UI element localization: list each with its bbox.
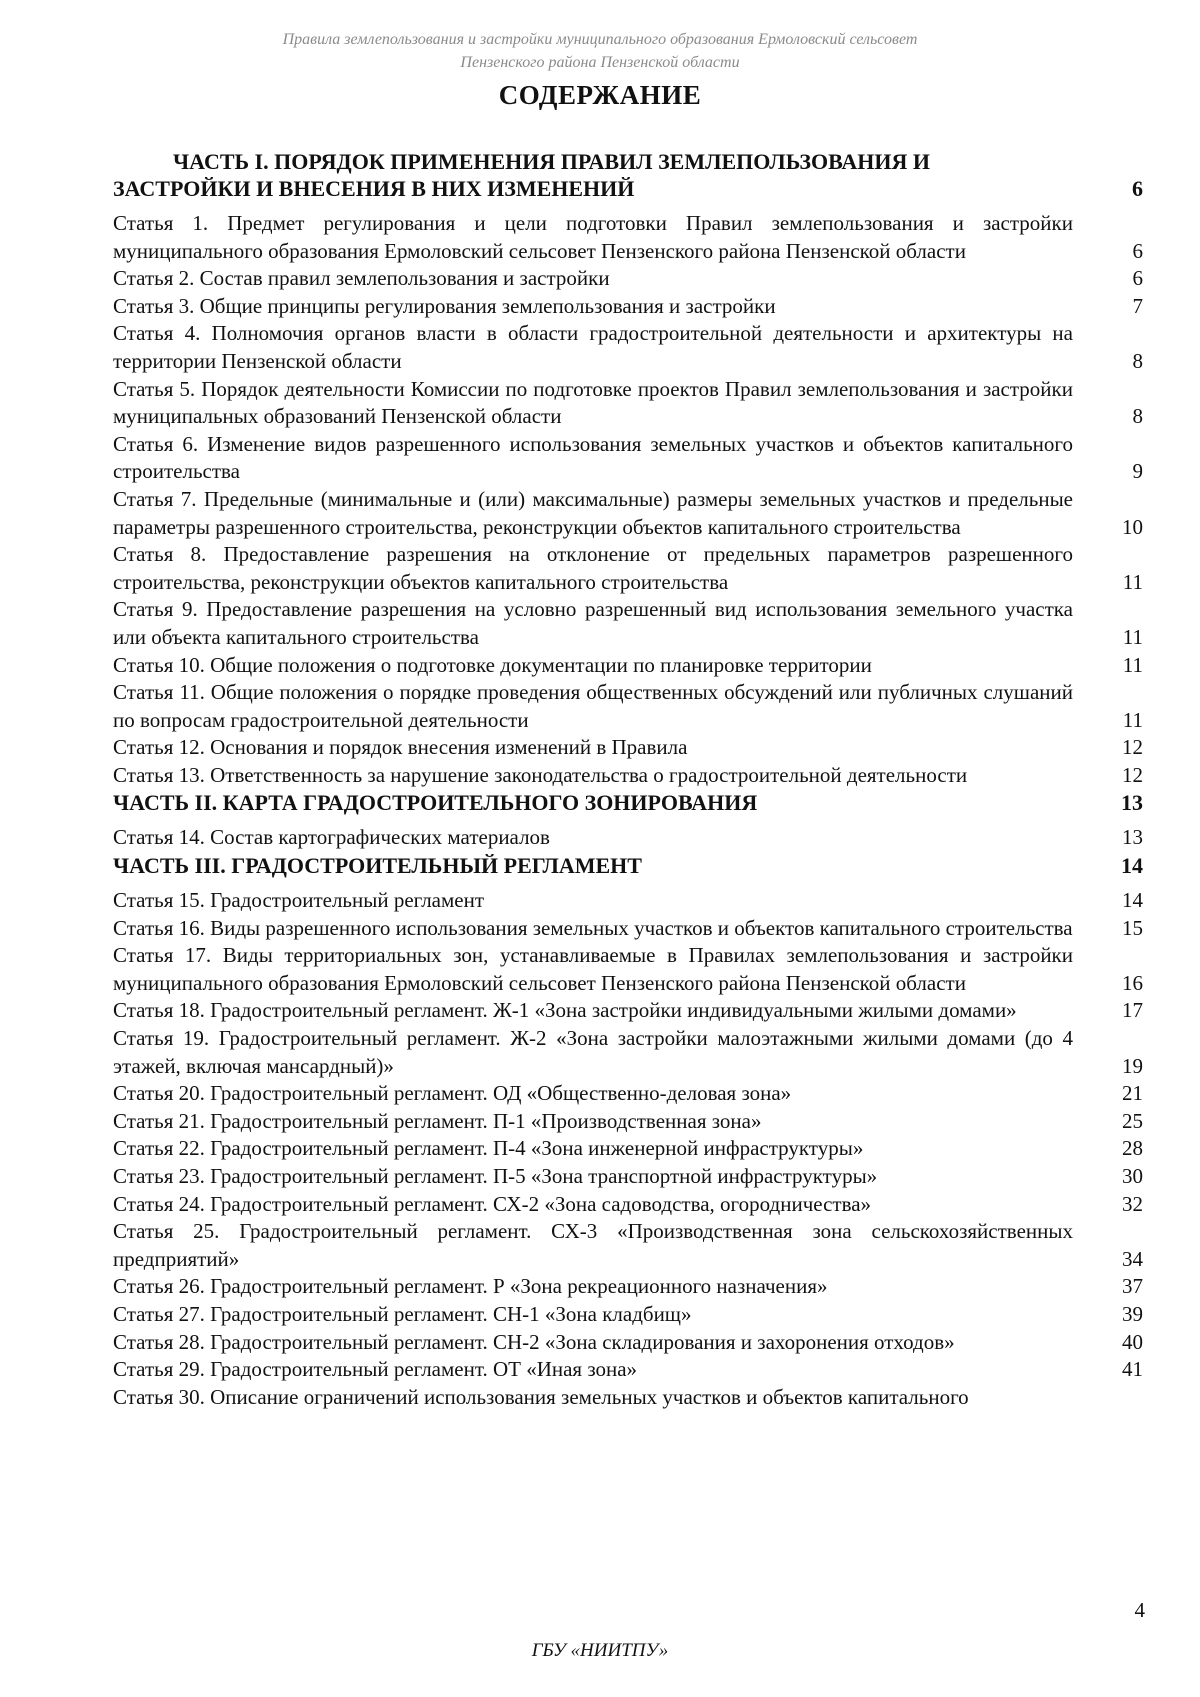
toc-page-number: 11 [1122, 624, 1143, 649]
toc-entry-title: Статья 21. Градостроительный регламент. П-1 «Производственная зона» [113, 1108, 762, 1133]
toc-page-number: 11 [1122, 707, 1143, 732]
toc-page-number: 28 [1122, 1136, 1143, 1161]
toc-part-heading [113, 789, 1143, 816]
toc-entry-title: Статья 9. Предоставление разрешения на условно разрешенный вид использования земельного участка или объекта капитального строительства [113, 597, 1073, 649]
toc-part-heading [113, 852, 1143, 879]
toc-entry [113, 486, 1143, 541]
toc-page-number: 40 [1122, 1329, 1143, 1354]
toc-entry [113, 320, 1143, 375]
footer-organization: ГБУ «НИИТПУ» [531, 1640, 669, 1661]
toc-page-number: 9 [1132, 459, 1143, 484]
toc-entry [113, 1329, 1143, 1357]
toc-entry-title: Статья 14. Состав картографических материалов [113, 825, 550, 850]
toc-page-number: 13 [1121, 790, 1143, 816]
table-of-contents [113, 148, 1143, 1411]
toc-page-number: 19 [1122, 1053, 1143, 1078]
toc-page-number: 15 [1122, 915, 1143, 940]
toc-page-number: 6 [1132, 176, 1143, 201]
toc-entry [113, 942, 1143, 997]
toc-entry-title: Статья 13. Ответственность за нарушение законодательства о градостроительной деятельности [113, 762, 968, 787]
toc-page-number: 6 [1132, 238, 1143, 263]
toc-page-number: 39 [1122, 1301, 1143, 1326]
toc-page-number: 8 [1132, 348, 1143, 373]
toc-entry-title: Статья 23. Градостроительный регламент. П-5 «Зона транспортной инфраструктуры» [113, 1164, 878, 1188]
toc-page-number: 14 [1122, 888, 1143, 913]
toc-entry-title: Статья 18. Градостроительный регламент. Ж-1 «Зона застройки индивидуальными жилыми домами» [113, 998, 1017, 1023]
toc-entry-title: Статья 6. Изменение видов разрешенного использования земельных участков и объектов капитального строительства [113, 431, 1073, 484]
toc-page-number: 6 [1132, 266, 1143, 291]
toc-entry-title: Статья 5. Порядок деятельности Комиссии по подготовке проектов Правил землепользования и застройки муниципальных образований Пензенской области [113, 376, 1073, 429]
toc-entry [113, 1273, 1143, 1301]
toc-entry-title: Статья 26. Градостроительный регламент. Р «Зона рекреационного назначения» [113, 1274, 828, 1299]
toc-page-number: 30 [1122, 1164, 1143, 1188]
toc-entry [113, 1025, 1143, 1080]
toc-page-number: 37 [1122, 1274, 1143, 1299]
toc-entry-title: Статья 10. Общие положения о подготовке документации по планировке территории [113, 652, 872, 677]
toc-entry-title: Статья 24. Градостроительный регламент. СХ-2 «Зона садоводства, огородничества» [113, 1191, 872, 1216]
toc-part-heading [113, 148, 1143, 202]
toc-page-number: 34 [1122, 1246, 1143, 1271]
toc-part-title: ЧАСТЬ I. ПОРЯДОК ПРИМЕНЕНИЯ ПРАВИЛ ЗЕМЛЕПОЛЬЗОВАНИЯ И ЗАСТРОЙКИ И ВНЕСЕНИЯ В НИХ ИЗМЕНЕНИЙ [113, 149, 931, 201]
toc-entry-title: Статья 17. Виды территориальных зон, устанавливаемые в Правилах землепользования и застройки муниципального образования Ермоловский сельсовет Пензенского района Пензенской области [113, 943, 1073, 995]
toc-entry [113, 265, 1143, 293]
toc-entry [113, 652, 1143, 680]
toc-entry-title: Статья 20. Градостроительный регламент. ОД «Общественно-деловая зона» [113, 1081, 792, 1106]
toc-entry [113, 887, 1143, 915]
toc-entry-title: Статья 7. Предельные (минимальные и (или) максимальные) размеры земельных участков и предельные параметры разрешенного строительства, реконструкции объектов капитального строительства [113, 486, 1073, 539]
toc-page-number: 16 [1122, 970, 1143, 995]
toc-page-number: 11 [1122, 652, 1143, 677]
toc-entry [113, 1108, 1143, 1136]
toc-entry-title: Статья 1. Предмет регулирования и цели подготовки Правил землепользования и застройки муниципального образования Ермоловский сельсовет Пензенского района Пензенской области [113, 211, 1073, 263]
toc-page-number: 12 [1122, 735, 1143, 760]
toc-page-number: 14 [1121, 853, 1143, 879]
page-number: 4 [1134, 1598, 1145, 1622]
toc-page-number: 7 [1132, 293, 1143, 318]
toc-page-number: 21 [1122, 1081, 1143, 1106]
toc-entry-title: Статья 2. Состав правил землепользования и застройки [113, 266, 610, 291]
toc-entry-title: Статья 12. Основания и порядок внесения изменений в Правила [113, 735, 688, 760]
toc-page-number: 32 [1122, 1191, 1143, 1216]
toc-entry [113, 915, 1143, 943]
toc-entry-title: Статья 27. Градостроительный регламент. СН-1 «Зона кладбищ» [113, 1301, 692, 1326]
toc-entry [113, 376, 1143, 431]
toc-entry-title: Статья 22. Градостроительный регламент. П-4 «Зона инженерной инфраструктуры» [113, 1136, 864, 1161]
toc-entry-title: Статья 30. Описание ограничений использования земельных участков и объектов капитального [113, 1384, 969, 1409]
header-line-1: Правила землепользования и застройки муниципального образования Ермоловский сельсовет [282, 31, 918, 48]
toc-entry [113, 1356, 1143, 1384]
toc-page-number: 41 [1122, 1357, 1143, 1382]
toc-page-number: 10 [1122, 514, 1143, 539]
page-title: СОДЕРЖАНИЕ [498, 80, 702, 110]
toc-entry-title: Статья 29. Градостроительный регламент. ОТ «Иная зона» [113, 1357, 638, 1382]
toc-entry-title: Статья 25. Градостроительный регламент. СХ-3 «Производственная зона сельскохозяйственных предприятий» [113, 1219, 1073, 1271]
toc-entry-title: Статья 16. Виды разрешенного использования земельных участков и объектов капитального строительства [113, 915, 1073, 940]
toc-entry [113, 210, 1143, 265]
toc-entry [113, 1080, 1143, 1108]
toc-page-number: 25 [1122, 1108, 1143, 1133]
toc-entry-title: Статья 28. Градостроительный регламент. СН-2 «Зона складирования и захоронения отходов» [113, 1329, 955, 1354]
toc-entry [113, 596, 1143, 651]
toc-part-title: ЧАСТЬ III. ГРАДОСТРОИТЕЛЬНЫЙ РЕГЛАМЕНТ [113, 853, 642, 879]
toc-page-number: 17 [1122, 998, 1143, 1023]
toc-page-number: 8 [1132, 404, 1143, 429]
toc-entry-title: Статья 3. Общие принципы регулирования землепользования и застройки [113, 293, 776, 318]
toc-entry [113, 541, 1143, 596]
toc-entry [113, 997, 1143, 1025]
toc-page-number: 12 [1122, 762, 1143, 787]
toc-entry [113, 824, 1143, 852]
toc-page-number: 11 [1122, 569, 1143, 594]
toc-entry [113, 1301, 1143, 1329]
toc-entry [113, 762, 1143, 790]
toc-entry [113, 1191, 1143, 1219]
toc-entry [113, 679, 1143, 734]
header-line-2: Пензенского района Пензенской области [460, 54, 740, 71]
toc-part-title: ЧАСТЬ II. КАРТА ГРАДОСТРОИТЕЛЬНОГО ЗОНИРОВАНИЯ [113, 790, 758, 816]
toc-entry [113, 734, 1143, 762]
toc-entry-title: Статья 19. Градостроительный регламент. Ж-2 «Зона застройки малоэтажными жилыми домами (до 4 этажей, включая мансардный)» [113, 1026, 1073, 1078]
toc-page-number: 13 [1122, 825, 1143, 850]
toc-entry [113, 1163, 1143, 1191]
toc-entry [113, 1384, 1143, 1412]
toc-entry-title: Статья 8. Предоставление разрешения на отклонение от предельных параметров разрешенного строительства, реконструкции объектов капитального строительства [113, 542, 1073, 594]
running-header [0, 28, 1200, 74]
toc-entry [113, 1218, 1143, 1273]
toc-entry-title: Статья 11. Общие положения о порядке проведения общественных обсуждений или публичных слушаний по вопросам градостроительной деятельности [113, 680, 1073, 732]
toc-entry [113, 293, 1143, 321]
toc-entry [113, 1135, 1143, 1163]
toc-entry [113, 431, 1143, 486]
toc-entry-title: Статья 4. Полномочия органов власти в области градостроительной деятельности и архитектуры на территории Пензенской области [113, 321, 1073, 373]
toc-entry-title: Статья 15. Градостроительный регламент [113, 888, 485, 913]
